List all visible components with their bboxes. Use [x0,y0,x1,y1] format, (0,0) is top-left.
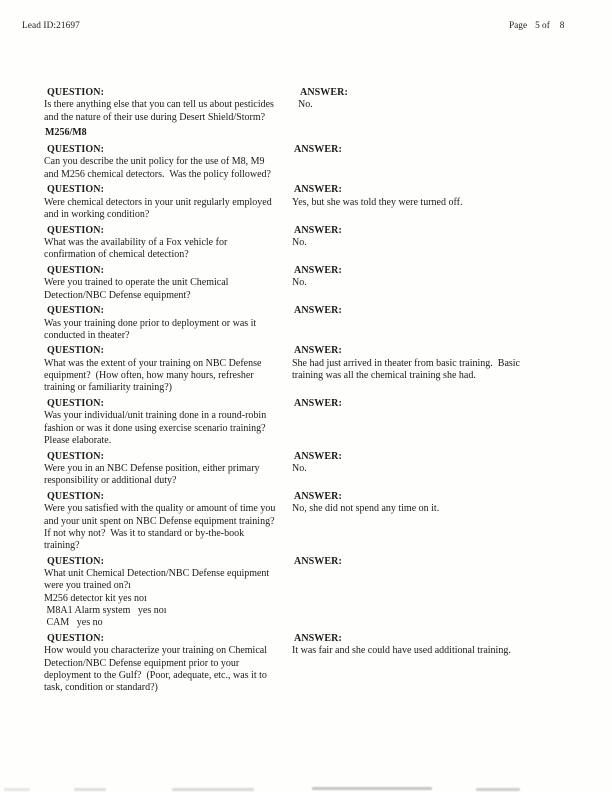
question-label: QUESTION: [47,87,105,98]
question-extra-line: M256 detector kit yes noı [44,592,147,604]
question-text: What was the extent of your training on NBC Defense equipment? (How often, how many hours, refresher training or familiarity training?) [44,357,264,394]
answer-label: ANSWER: [294,345,342,357]
qa-block [44,305,568,342]
question-column [44,398,292,447]
qa-block [44,491,568,552]
question-label: QUESTION: [47,224,105,236]
question-column [44,345,292,394]
answer-column [292,556,568,568]
qa-block [44,633,568,694]
answer-column [292,184,568,209]
answer-text: No. [292,462,307,474]
question-column [44,491,292,552]
answer-text: No. [292,277,307,289]
question-column [44,144,292,181]
answer-label: ANSWER: [294,555,342,567]
qa-block [44,225,568,262]
qa-block [44,451,568,488]
qa-block [44,345,568,394]
question-column [44,265,292,302]
answer-label: ANSWER: [294,305,342,317]
answer-column [292,633,568,658]
question-text: Were you in an NBC Defense position, either primary responsibility or additional duty? [44,462,263,487]
question-column [44,305,292,342]
qa-block [44,184,568,221]
answer-text: It was fair and she could have used additional training. [292,645,511,657]
answer-label: ANSWER: [294,632,342,644]
answer-text: No. [292,236,307,248]
question-label: QUESTION: [47,264,105,276]
question-text: How would you characterize your training on Chemical Detection/NBC Defense equipment prior to your deployment to the Gulf? (Poor, adequate, etc., was it to task, condition or standard?) [44,645,270,694]
answer-column [292,265,568,290]
question-column [44,184,292,221]
answer-label: ANSWER: [300,87,348,98]
question-text: Was your training done prior to deployment or was it conducted in theater? [44,317,259,341]
scan-artifact [172,788,254,791]
answer-text: She had just arrived in theater from basic training. Basic training was all the chemical training she had. [292,357,523,382]
answer-column [292,305,568,317]
scan-artifact [312,787,432,790]
question-text: Was your individual/unit training done in a round-robin fashion or was it done using exercise scenario training? Please elaborate. [44,410,269,446]
answer-label: ANSWER: [294,144,342,156]
answer-label: ANSWER: [294,450,342,462]
page-number: 5 of [535,21,550,31]
page-total: 8 [559,21,565,31]
question-text: Were you trained to operate the unit Chemical Detection/NBC Defense equipment? [44,277,231,301]
question-label: QUESTION: [47,184,105,196]
question-label: QUESTION: [47,450,105,462]
qa-block [44,398,568,447]
scan-artifact [74,788,106,791]
scan-artifact [476,788,520,791]
question-label: QUESTION: [47,490,105,502]
qa-block [44,265,568,302]
answer-column [292,491,568,516]
document-body [44,87,568,698]
answer-column [292,144,568,156]
question-column [44,225,292,262]
question-text: Can you describe the unit policy for the use of M8, M9 and M256 chemical detectors. Was the policy followed? [44,156,271,180]
answer-label: ANSWER: [294,264,342,276]
question-extra-line: CAM yes no [44,617,103,629]
scan-artifact [4,788,30,791]
answer-column [292,451,568,476]
question-text: What unit Chemical Detection/NBC Defense equipment were you trained on?ı [44,568,272,592]
section-header: M256/M8 [45,127,87,139]
question-text: Were chemical detectors in your unit regularly employed and in working condition? [44,196,275,220]
qa-block [44,556,568,630]
question-text: What was the availability of a Fox vehicle for confirmation of chemical detection? [44,236,230,261]
question-label: QUESTION: [47,555,105,567]
page-indicator [509,21,564,32]
answer-text: No. [298,99,313,111]
answer-column [292,398,568,410]
question-column [44,87,292,124]
answer-column [292,225,568,250]
answer-column [292,345,568,382]
question-label: QUESTION: [47,305,105,317]
answer-label: ANSWER: [294,184,342,196]
answer-column [292,87,568,112]
question-column [44,633,292,694]
question-text: Were you satisfied with the quality or amount of time you and your unit spent on NBC Defense equipment training? If not why not? Was it to standard or by-the-book training? [44,503,280,552]
question-label: QUESTION: [47,632,105,644]
lead-id: Lead ID:21697 [22,21,80,31]
answer-text: Yes, but she was told they were turned off. [292,196,463,208]
answer-label: ANSWER: [294,398,342,410]
question-label: QUESTION: [47,144,105,156]
qa-block [44,144,568,181]
answer-text: No, she did not spend any time on it. [292,503,440,515]
question-label: QUESTION: [47,345,105,357]
answer-label: ANSWER: [294,490,342,502]
question-label: QUESTION: [47,398,105,410]
qa-block [44,87,568,124]
question-column [44,556,292,630]
page-word: Page [509,21,528,31]
question-column [44,451,292,488]
question-text: Is there anything else that you can tell us about pesticides and the nature of their use during Desert Shield/Storm? [44,99,277,123]
answer-label: ANSWER: [294,224,342,236]
question-extra-line: M8A1 Alarm system yes noı [44,604,167,616]
